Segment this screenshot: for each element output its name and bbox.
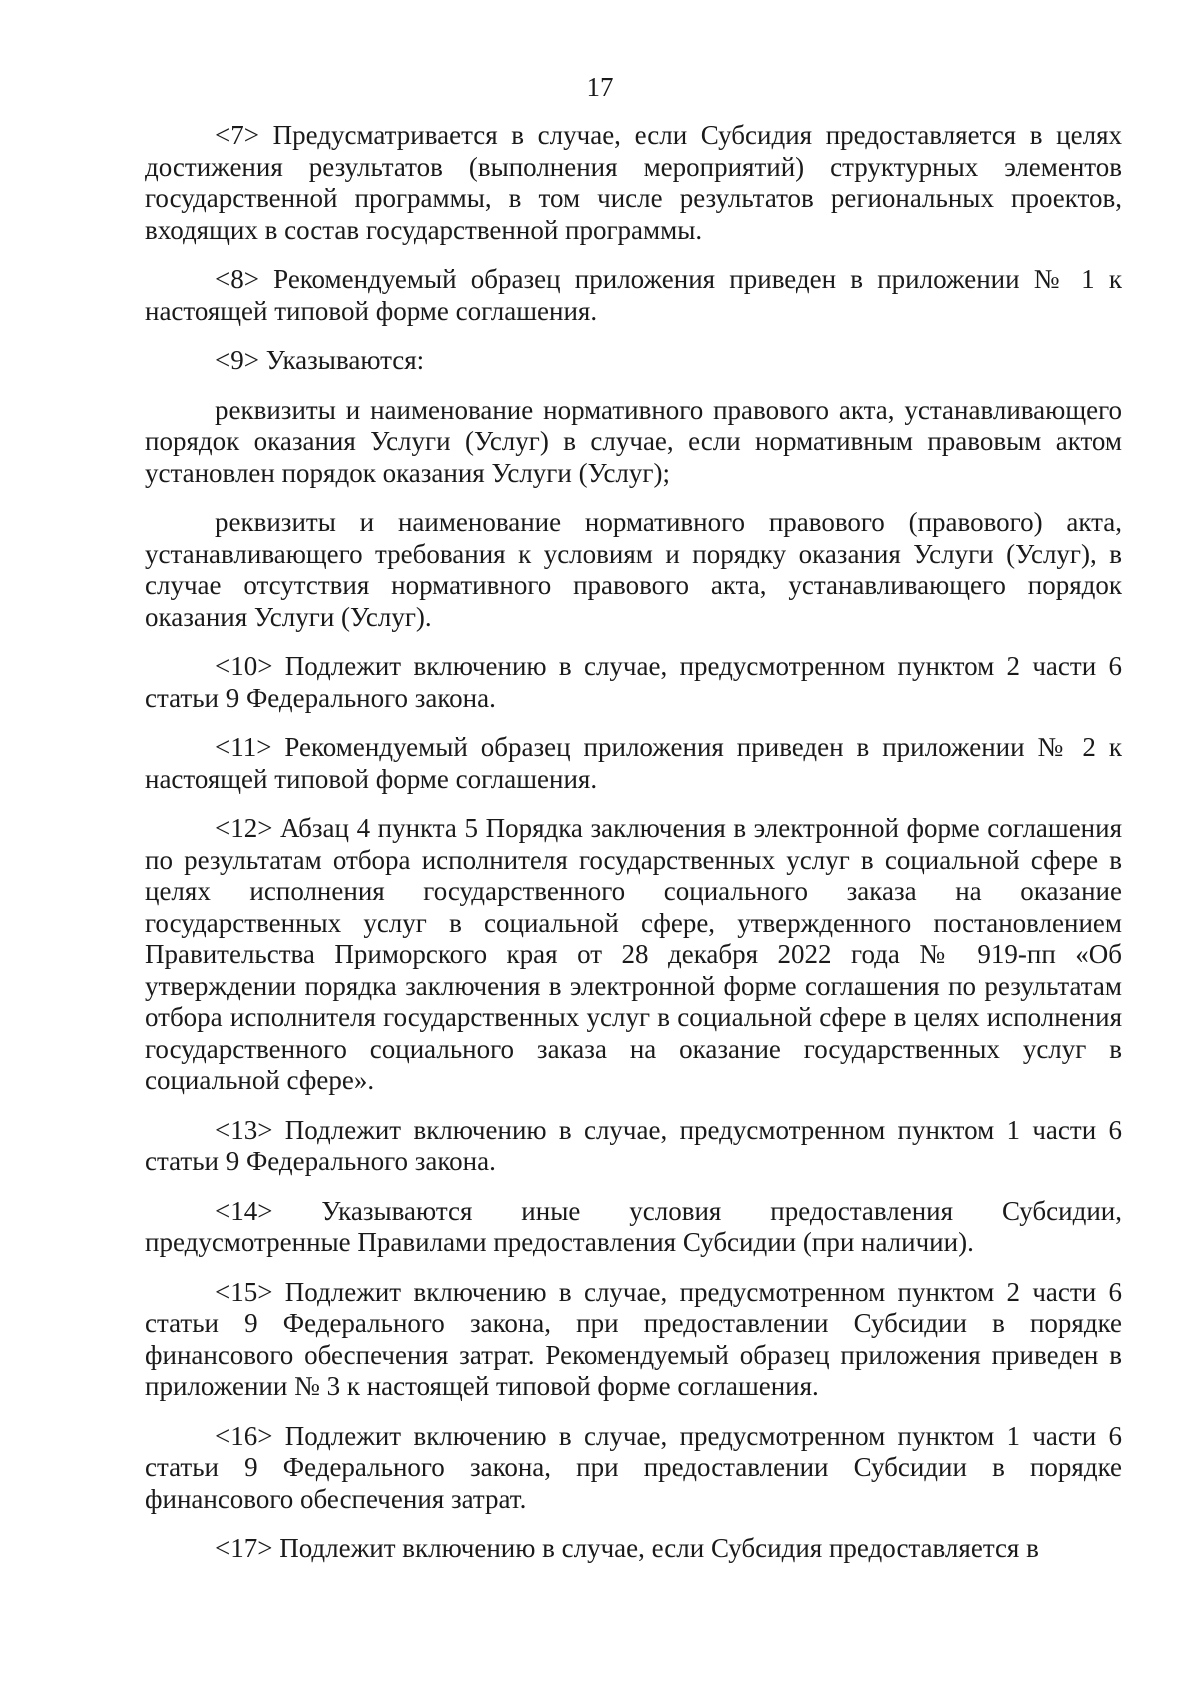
footnote-12: <12> Абзац 4 пункта 5 Порядка заключения в электронной форме соглашения по результатам отбора исполнителя государственных услуг в социальной сфере в целях исполнения государственного социального заказа на оказание государственных услуг в социальной сфере, утвержденного постановлением Правительства Приморского края от 28 декабря 2022 года № 919-пп «Об утверждении порядка заключения в электронной форме соглашения по результатам отбора исполнителя государственных услуг в социальной сфере в целях исполнения государственного социального заказа на оказание государственных услуг в социальной сфере».: [145, 813, 1122, 1095]
footnote-17: <17> Подлежит включению в случае, если Субсидия предоставляется в: [215, 1533, 1039, 1563]
footnote-11: <11> Рекомендуемый образец приложения приведен в приложении № 2 к настоящей типовой форме соглашения.: [145, 732, 1122, 794]
footnote-14: <14> Указываются иные условия предоставления Субсидии, предусмотренные Правилами предоставления Субсидии (при наличии).: [145, 1195, 1122, 1257]
page-content: [145, 120, 1122, 1583]
footnote-10: <10> Подлежит включению в случае, предусмотренном пунктом 2 части 6 статьи 9 Федерального закона.: [145, 651, 1122, 713]
footnote-16: <16> Подлежит включению в случае, предусмотренном пунктом 1 части 6 статьи 9 Федерального закона, при предоставлении Субсидии в порядке финансового обеспечения затрат.: [145, 1420, 1122, 1514]
page-number: 17: [586, 72, 614, 102]
footnote-9-item-2: реквизиты и наименование нормативного правового (правового) акта, устанавливающего требования к условиям и порядку оказания Услуги (Услуг), в случае отсутствия нормативного правового акта, устанавливающего порядок оказания Услуги (Услуг).: [145, 507, 1122, 632]
footnote-8: <8> Рекомендуемый образец приложения приведен в приложении № 1 к настоящей типовой форме соглашения.: [145, 264, 1122, 326]
footnote-9: <9> Указываются:: [215, 345, 425, 375]
footnote-15: <15> Подлежит включению в случае, предусмотренном пунктом 2 части 6 статьи 9 Федерального закона, при предоставлении Субсидии в порядке финансового обеспечения затрат. Рекомендуемый образец приложения приведен в приложении № 3 к настоящей типовой форме соглашения.: [145, 1276, 1122, 1401]
footnote-7: <7> Предусматривается в случае, если Субсидия предоставляется в целях достижения результатов (выполнения мероприятий) структурных элементов государственной программы, в том числе результатов региональных проектов, входящих в состав государственной программы.: [145, 120, 1122, 245]
footnote-13: <13> Подлежит включению в случае, предусмотренном пунктом 1 части 6 статьи 9 Федерального закона.: [145, 1114, 1122, 1176]
footnote-9-item-1: реквизиты и наименование нормативного правового акта, устанавливающего порядок оказания Услуги (Услуг) в случае, если нормативным правовым актом установлен порядок оказания Услуги (Услуг);: [145, 394, 1122, 488]
